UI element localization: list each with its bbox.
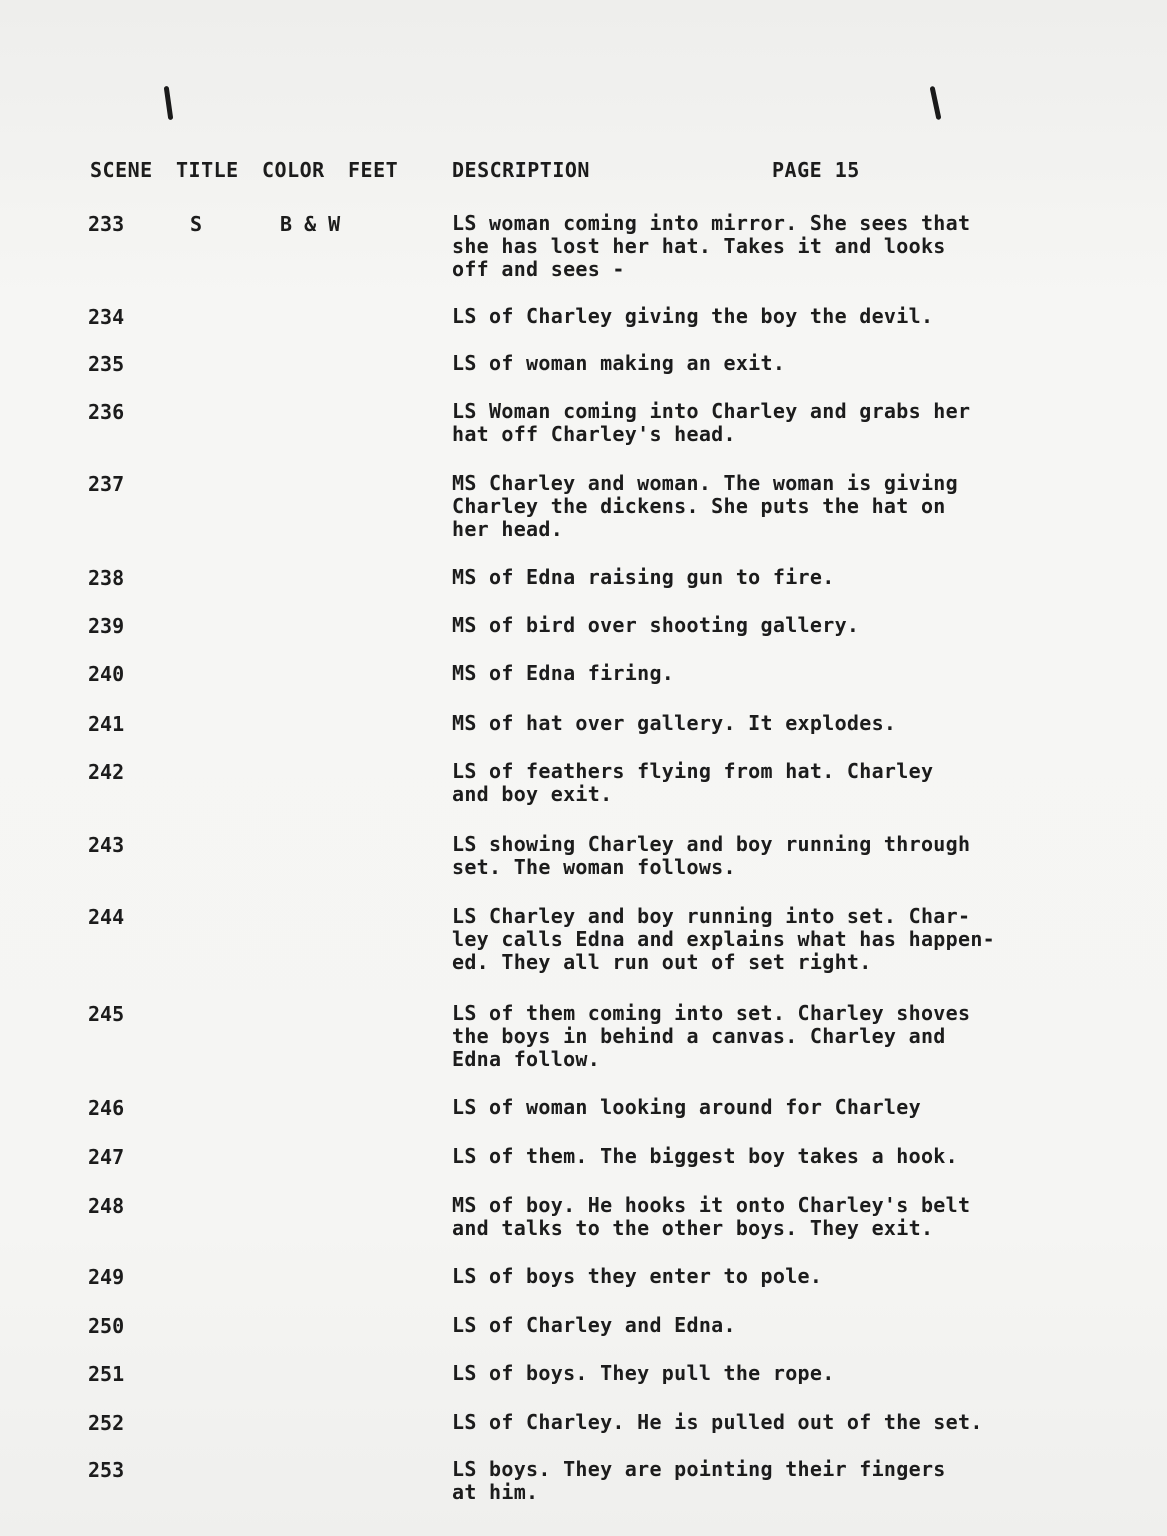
scene-description: LS woman coming into mirror. She sees that she has lost her hat. Takes it and looks off and sees - [452, 211, 971, 281]
scene-description: LS of woman looking around for Charley [452, 1095, 921, 1119]
header-feet: FEET [348, 158, 399, 182]
scene-description: MS of bird over shooting gallery. [452, 613, 860, 637]
scene-number: 233 [88, 212, 125, 236]
scene-number: 240 [88, 662, 125, 686]
scene-title: S [190, 212, 203, 236]
header-color: COLOR [262, 158, 325, 182]
binding-mark-right [930, 86, 942, 120]
scene-description: LS boys. They are pointing their fingers at him. [452, 1457, 946, 1504]
scene-description: MS Charley and woman. The woman is giving Charley the dickens. She puts the hat on her head. [452, 471, 958, 541]
scene-description: LS of them. The biggest boy takes a hook. [452, 1144, 958, 1168]
scene-number: 244 [88, 905, 125, 929]
scene-number: 242 [88, 760, 125, 784]
scene-description: LS of Charley. He is pulled out of the set. [452, 1410, 983, 1434]
scene-number: 250 [88, 1314, 125, 1338]
scene-number: 239 [88, 614, 125, 638]
scene-color: B & W [280, 212, 341, 236]
scene-number: 234 [88, 305, 125, 329]
scene-description: LS of feathers flying from hat. Charley and boy exit. [452, 759, 934, 806]
scene-number: 236 [88, 400, 125, 424]
scene-number: 252 [88, 1411, 125, 1435]
scene-description: LS showing Charley and boy running through set. The woman follows. [452, 832, 971, 879]
scene-description: LS of boys. They pull the rope. [452, 1361, 835, 1385]
scene-number: 241 [88, 712, 125, 736]
page-number: PAGE 15 [772, 158, 860, 182]
scene-description: MS of Edna firing. [452, 661, 675, 685]
scene-description: LS of woman making an exit. [452, 351, 786, 375]
scene-number: 243 [88, 833, 125, 857]
scene-description: MS of boy. He hooks it onto Charley's belt and talks to the other boys. They exit. [452, 1193, 971, 1240]
scene-number: 246 [88, 1096, 125, 1120]
scene-number: 237 [88, 472, 125, 496]
header-scene: SCENE [90, 158, 153, 182]
scene-number: 253 [88, 1458, 125, 1482]
scene-number: 238 [88, 566, 125, 590]
scene-number: 251 [88, 1362, 125, 1386]
scene-number: 235 [88, 352, 125, 376]
binding-mark-left [164, 86, 174, 120]
scene-description: LS of them coming into set. Charley shoves the boys in behind a canvas. Charley and Edna follow. [452, 1001, 971, 1071]
scene-description: LS Woman coming into Charley and grabs her hat off Charley's head. [452, 399, 971, 446]
scene-number: 248 [88, 1194, 125, 1218]
scene-number: 249 [88, 1265, 125, 1289]
header-description: DESCRIPTION [452, 158, 590, 182]
scene-description: MS of hat over gallery. It explodes. [452, 711, 897, 735]
scene-description: LS Charley and boy running into set. Char- ley calls Edna and explains what has happen- ed. They all run out of set right. [452, 904, 996, 974]
scene-number: 247 [88, 1145, 125, 1169]
scene-description: LS of boys they enter to pole. [452, 1264, 823, 1288]
header-title: TITLE [176, 158, 239, 182]
scene-description: LS of Charley and Edna. [452, 1313, 736, 1337]
scene-number: 245 [88, 1002, 125, 1026]
scene-description: LS of Charley giving the boy the devil. [452, 304, 934, 328]
scene-description: MS of Edna raising gun to fire. [452, 565, 835, 589]
